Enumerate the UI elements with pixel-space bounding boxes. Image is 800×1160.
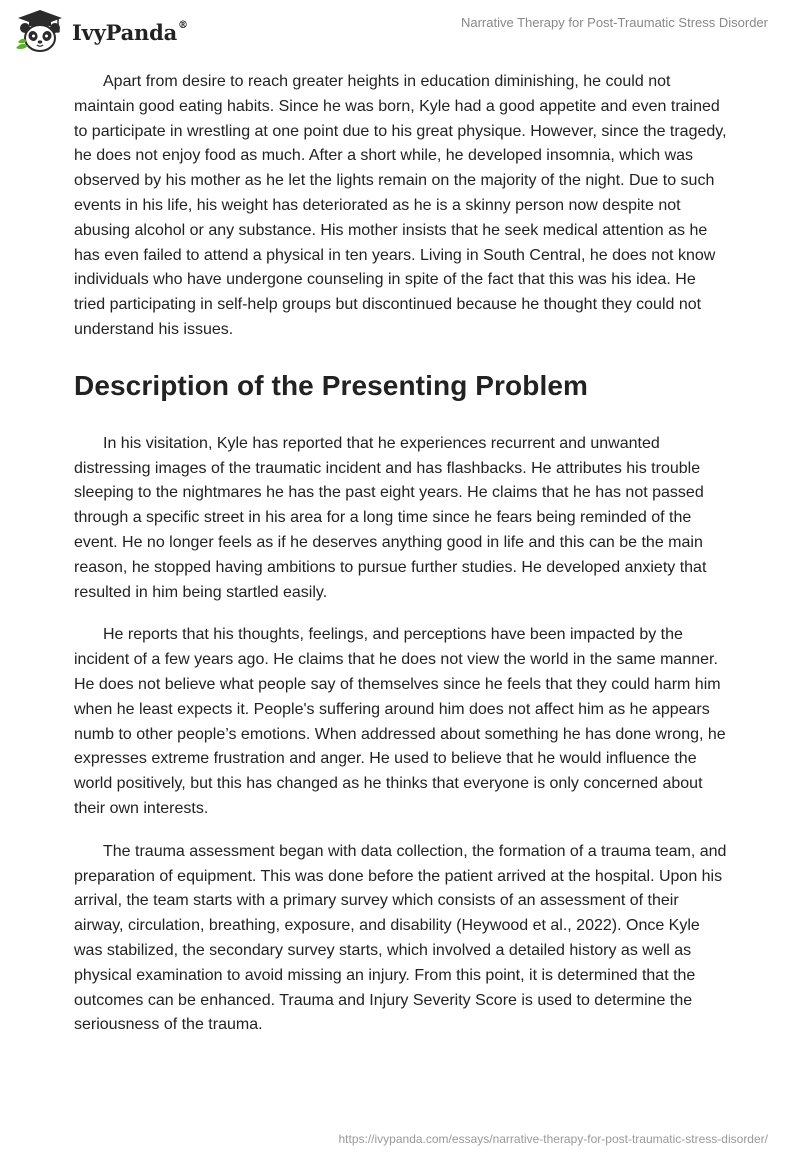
source-url[interactable]: https://ivypanda.com/essays/narrative-therapy-for-post-traumatic-stress-disorder/ [338,1132,768,1146]
page-header [0,0,800,60]
essay-content [74,70,730,1056]
panda-graduate-logo-icon [14,8,66,54]
document-title: Narrative Therapy for Post-Traumatic Stress Disorder [460,15,768,30]
ivypanda-logo[interactable] [14,8,188,54]
paragraph-visitation: In his visitation, Kyle has reported that he experiences recurrent and unwanted distressing images of the traumatic incident and has flashbacks. He attributes his trouble sleeping to the nightmares he has the past eight years. He claims that he has not passed through a specific street in his area for a long time since he fears being reminded of the event. He no longer feels as if he deserves anything good in life and this can be the main reason, he stopped having ambitions to pursue further studies. He developed anxiety that resulted in him being startled easily. [74,434,707,601]
logo-wordmark: IvyPanda® [72,19,188,45]
section-heading: Description of the Presenting Problem [74,369,589,401]
paragraph-perceptions: He reports that his thoughts, feelings, and perceptions have been impacted by the incident of a few years ago. He claims that he does not view the world in the same manner. He does not believe what people say of themselves since he feels that they could harm him when he least expects it. People's suffering around him does not affect him as he appears numb to other people’s emotions. When addressed about something he has done wrong, he expresses extreme frustration and anger. He used to believe that he would influence the world positively, but this has changed as he thinks that everyone is only concerned about their own interests. [74,626,726,817]
paragraph-eating-habits: Apart from desire to reach greater heights in education diminishing, he could not maintain good eating habits. Since he was born, Kyle had a good appetite and even trained to participate in wrestling at one point due to his great physique. However, since the tragedy, he does not enjoy food as much. After a short while, he developed insomnia, which was observed by his mother as he let the lights remain on the majority of the night. Due to such events in his life, his weight has deteriorated as he is a skinny person now despite not abusing alcohol or any substance. His mother insists that he seek medical attention as he has even failed to attend a physical in ten years. Living in South Central, he does not know individuals who have undergone counseling in spite of the fact that this was his idea. He tried participating in self-help groups but discontinued because he thought they could not understand his issues. [74,73,727,338]
paragraph-trauma-assessment: The trauma assessment began with data collection, the formation of a trauma team, and preparation of equipment. This was done before the patient arrived at the hospital. Upon his arrival, the team starts with a primary survey which consists of an assessment of their airway, circulation, breathing, exposure, and disability (Heywood et al., 2022). Once Kyle was stabilized, the secondary survey starts, which involved a detailed history as well as physical examination to avoid missing an injury. From this point, it is determined that the outcomes can be enhanced. Trauma and Injury Severity Score is used to determine the seriousness of the trauma. [74,842,727,1034]
